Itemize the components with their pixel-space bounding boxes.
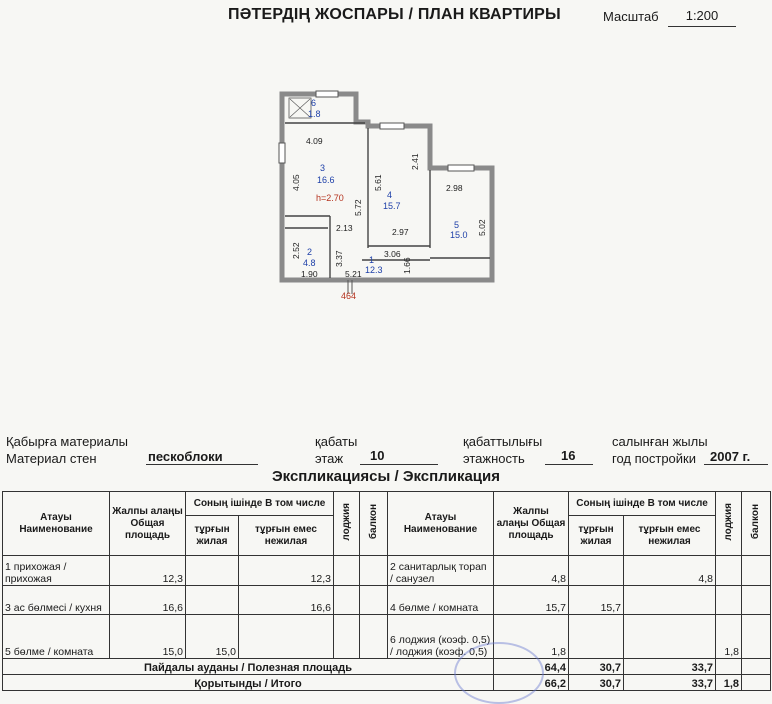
col-header-nonliving-2: тұрғын емес нежилая: [624, 516, 716, 556]
col-header-incl: Соның ішінде В том числе: [186, 492, 334, 516]
table-cell: 4 бөлме / комната: [388, 586, 494, 615]
year-value: 2007 г.: [710, 449, 751, 464]
dim-306: 3.06: [384, 249, 401, 259]
col-header-name: Атауы Наименование: [3, 492, 110, 556]
table-cell: 64,4: [494, 659, 569, 675]
room-number-1: 1: [369, 255, 375, 265]
col-header-loggia: лоджия: [334, 492, 360, 556]
table-cell: 15,7: [569, 586, 624, 615]
material-label-kz: Қабырға материалы: [6, 434, 128, 449]
table-cell: 3 ас бөлмесі / кухня: [3, 586, 110, 615]
table-cell: 5 бөлме / комната: [3, 615, 110, 659]
dim-190: 1.90: [301, 269, 318, 279]
table-cell: [239, 615, 334, 659]
table-cell: 1,8: [494, 615, 569, 659]
table-cell: 2 санитарлық торап / санузел: [388, 556, 494, 586]
floor-plan: [270, 88, 500, 303]
table-cell: Қорытынды / Итого: [3, 675, 494, 691]
floor-value: 10: [370, 448, 385, 463]
table-cell: 1,8: [716, 615, 742, 659]
table-cell: 16,6: [239, 586, 334, 615]
dim-409: 4.09: [306, 136, 323, 146]
table-cell: 66,2: [494, 675, 569, 691]
floors-label-kz: қабаттылығы: [463, 434, 543, 449]
table-cell: [186, 586, 239, 615]
entrance-label: 464: [341, 291, 357, 301]
table-cell: 33,7: [624, 659, 716, 675]
table-cell: [742, 675, 771, 691]
col-header-total-2: Жалпы алаңы Общая площадь: [494, 492, 569, 556]
table-cell: 30,7: [569, 675, 624, 691]
dim-298: 2.98: [446, 183, 463, 193]
stamp: [454, 642, 544, 704]
table-cell: 4,8: [624, 556, 716, 586]
col-header-total: Жалпы алаңы Общая площадь: [110, 492, 186, 556]
table-cell: [360, 556, 388, 586]
floors-value: 16: [561, 448, 576, 463]
room-number-5: 5: [454, 220, 460, 230]
table-cell: 15,0: [186, 615, 239, 659]
table-cell: [624, 586, 716, 615]
table-cell: [360, 615, 388, 659]
dim-561: 5.61: [373, 174, 383, 191]
total-area-row: [3, 675, 771, 691]
table-cell: 33,7: [624, 675, 716, 691]
room-number-4: 4: [387, 190, 393, 200]
scale-value: 1:200: [668, 6, 736, 27]
explication-table: [2, 491, 771, 691]
col-header-loggia-2: лоджия: [716, 492, 742, 556]
table-cell: [334, 615, 360, 659]
col-header-living-2: тұрғын жилая: [569, 516, 624, 556]
material-label-ru: Материал стен: [6, 451, 97, 466]
dim-337: 3.37: [334, 250, 344, 267]
col-header-balcony: балкон: [360, 492, 388, 556]
room-area-1: 12.3: [365, 265, 383, 275]
table-cell: 6 лоджия (коэф. 0,5) / лоджия (коэф. 0,5): [388, 615, 494, 659]
dim-572: 5.72: [353, 199, 363, 216]
ceiling-height: h=2.70: [316, 193, 344, 203]
plan-windows: [279, 91, 474, 171]
table-cell: 12,3: [239, 556, 334, 586]
dim-241: 2.41: [410, 153, 420, 170]
table-cell: Пайдалы ауданы / Полезная площадь: [3, 659, 494, 675]
floor-label-kz: қабаты: [315, 434, 358, 449]
dim-166: 1.66: [402, 257, 412, 274]
col-header-incl-2: Соның ішінде В том числе: [569, 492, 716, 516]
table-cell: [569, 556, 624, 586]
room-area-6: 1.8: [308, 109, 321, 119]
table-cell: [742, 659, 771, 675]
room-area-4: 15.7: [383, 201, 401, 211]
room-number-3: 3: [320, 163, 326, 173]
floors-label-ru: этажность: [463, 451, 525, 466]
table-cell: 15,0: [110, 615, 186, 659]
table-cell: [186, 556, 239, 586]
table-cell: 15,7: [494, 586, 569, 615]
room-area-3: 16.6: [317, 175, 335, 185]
useful-area-row: [3, 659, 771, 675]
page-title: ПӘТЕРДІҢ ЖОСПАРЫ / ПЛАН КВАРТИРЫ: [228, 6, 561, 23]
room-area-2: 4.8: [303, 258, 316, 268]
dim-521: 5.21: [345, 269, 362, 279]
table-cell: 16,6: [110, 586, 186, 615]
table-cell: [742, 556, 771, 586]
dim-405: 4.05: [291, 174, 301, 191]
table-cell: 1 прихожая / прихожая: [3, 556, 110, 586]
table-cell: [742, 586, 771, 615]
col-header-balcony-2: балкон: [742, 492, 771, 556]
table-row: [3, 586, 771, 615]
material-value: пескоблоки: [148, 449, 223, 464]
room-number-2: 2: [307, 247, 313, 257]
table-cell: 12,3: [110, 556, 186, 586]
table-cell: [334, 556, 360, 586]
col-header-nonliving: тұрғын емес нежилая: [239, 516, 334, 556]
table-cell: [334, 586, 360, 615]
col-header-name-2: Атауы Наименование: [388, 492, 494, 556]
scale-label: Масштаб: [603, 9, 659, 24]
room-area-5: 15.0: [450, 230, 468, 240]
table-cell: 1,8: [716, 675, 742, 691]
floor-label-ru: этаж: [315, 451, 344, 466]
table-row: [3, 615, 771, 659]
table-cell: 30,7: [569, 659, 624, 675]
room-number-6: 6: [311, 98, 317, 108]
table-cell: [569, 615, 624, 659]
table-cell: [742, 615, 771, 659]
explication-title: Экспликациясы / Экспликация: [271, 468, 500, 485]
dim-252: 2.52: [291, 242, 301, 259]
dim-213: 2.13: [336, 223, 353, 233]
table-cell: [716, 659, 742, 675]
year-label-ru: год постройки: [612, 451, 696, 466]
table-cell: [360, 586, 388, 615]
table-row: [3, 556, 771, 586]
year-label-kz: салынған жылы: [612, 434, 708, 449]
table-cell: [716, 586, 742, 615]
table-cell: [624, 615, 716, 659]
table-cell: 4,8: [494, 556, 569, 586]
dim-502: 5.02: [477, 219, 487, 236]
col-header-living: тұрғын жилая: [186, 516, 239, 556]
dim-297: 2.97: [392, 227, 409, 237]
table-cell: [716, 556, 742, 586]
